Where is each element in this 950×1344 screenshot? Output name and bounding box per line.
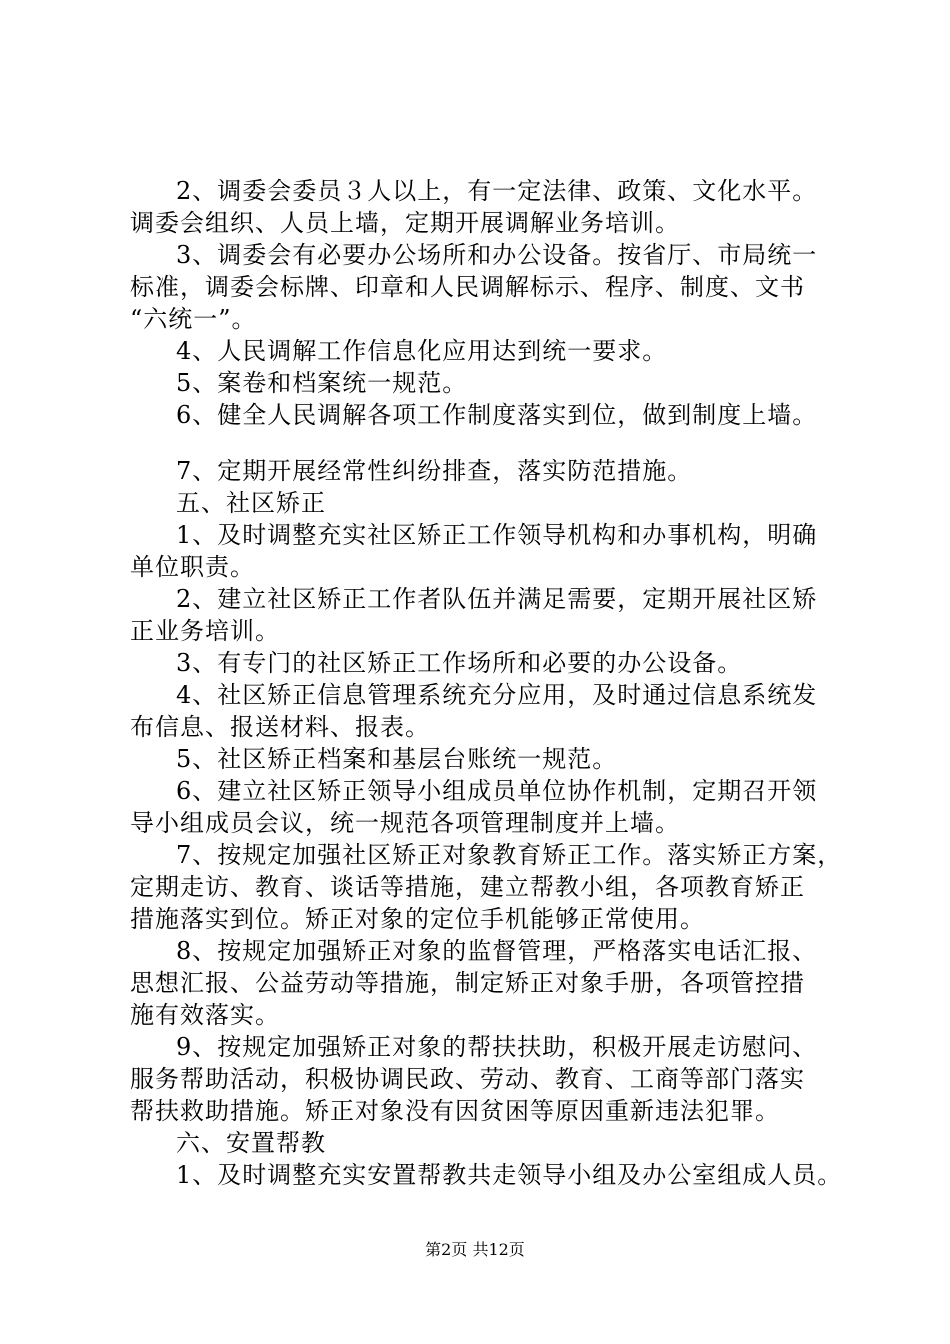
paragraph-line: 定期走访、教育、谈话等措施，建立帮教小组，各项教育矫正 bbox=[130, 873, 805, 901]
paragraph-line: 6、健全人民调解各项工作制度落实到位，做到制度上墙。 bbox=[176, 401, 818, 429]
paragraph-line: 思想汇报、公益劳动等措施，制定矫正对象手册，各项管控措 bbox=[130, 969, 805, 997]
paragraph-line: 7、定期开展经常性纠纷排查，落实防范措施。 bbox=[176, 457, 693, 485]
paragraph-line: 单位职责。 bbox=[130, 553, 255, 581]
paragraph-line: 2、调委会委员３人以上，有一定法律、政策、文化水平。 bbox=[176, 177, 818, 205]
section-heading: 六、安置帮教 bbox=[176, 1129, 326, 1157]
paragraph-line: 措施落实到位。矫正对象的定位手机能够正常使用。 bbox=[130, 905, 705, 933]
paragraph-line: 调委会组织、人员上墙，定期开展调解业务培训。 bbox=[130, 209, 680, 237]
paragraph-line: 导小组成员会议，统一规范各项管理制度并上墙。 bbox=[130, 809, 680, 837]
paragraph-line: 标准，调委会标牌、印章和人民调解标示、程序、制度、文书 bbox=[130, 273, 805, 301]
paragraph-line: 1、及时调整充实安置帮教共走领导小组及办公室组成人员。 bbox=[176, 1161, 843, 1189]
paragraph-line: 1、及时调整充实社区矫正工作领导机构和办事机构，明确 bbox=[176, 521, 818, 549]
paragraph-line: 帮扶救助措施。矫正对象没有因贫困等原因重新违法犯罪。 bbox=[130, 1097, 780, 1125]
paragraph-line: 9、按规定加强矫正对象的帮扶扶助，积极开展走访慰问、 bbox=[176, 1033, 818, 1061]
paragraph-line: 布信息、报送材料、报表。 bbox=[130, 713, 430, 741]
paragraph-line: 5、案卷和档案统一规范。 bbox=[176, 369, 468, 397]
paragraph-line: 8、按规定加强矫正对象的监督管理，严格落实电话汇报、 bbox=[176, 937, 818, 965]
paragraph-line: 3、调委会有必要办公场所和办公设备。按省厅、市局统一 bbox=[176, 241, 818, 269]
paragraph-line: 服务帮助活动，积极协调民政、劳动、教育、工商等部门落实 bbox=[130, 1065, 805, 1093]
paragraph-line: 7、按规定加强社区矫正对象教育矫正工作。落实矫正方案， bbox=[176, 841, 843, 869]
paragraph-line: 2、建立社区矫正工作者队伍并满足需要，定期开展社区矫 bbox=[176, 585, 818, 613]
paragraph-line: 施有效落实。 bbox=[130, 1001, 280, 1029]
page-number-label: 第2页 共12页 bbox=[425, 1240, 525, 1259]
paragraph-line: 4、社区矫正信息管理系统充分应用，及时通过信息系统发 bbox=[176, 681, 818, 709]
page-footer bbox=[0, 1239, 950, 1261]
paragraph-line: 3、有专门的社区矫正工作场所和必要的办公设备。 bbox=[176, 649, 743, 677]
paragraph-line: “六统一”。 bbox=[130, 305, 257, 333]
paragraph-line: 6、建立社区矫正领导小组成员单位协作机制，定期召开领 bbox=[176, 777, 818, 805]
paragraph-line: 5、社区矫正档案和基层台账统一规范。 bbox=[176, 745, 618, 773]
paragraph-line: 正业务培训。 bbox=[130, 617, 280, 645]
paragraph-line: 4、人民调解工作信息化应用达到统一要求。 bbox=[176, 337, 668, 365]
section-heading: 五、社区矫正 bbox=[176, 489, 326, 517]
